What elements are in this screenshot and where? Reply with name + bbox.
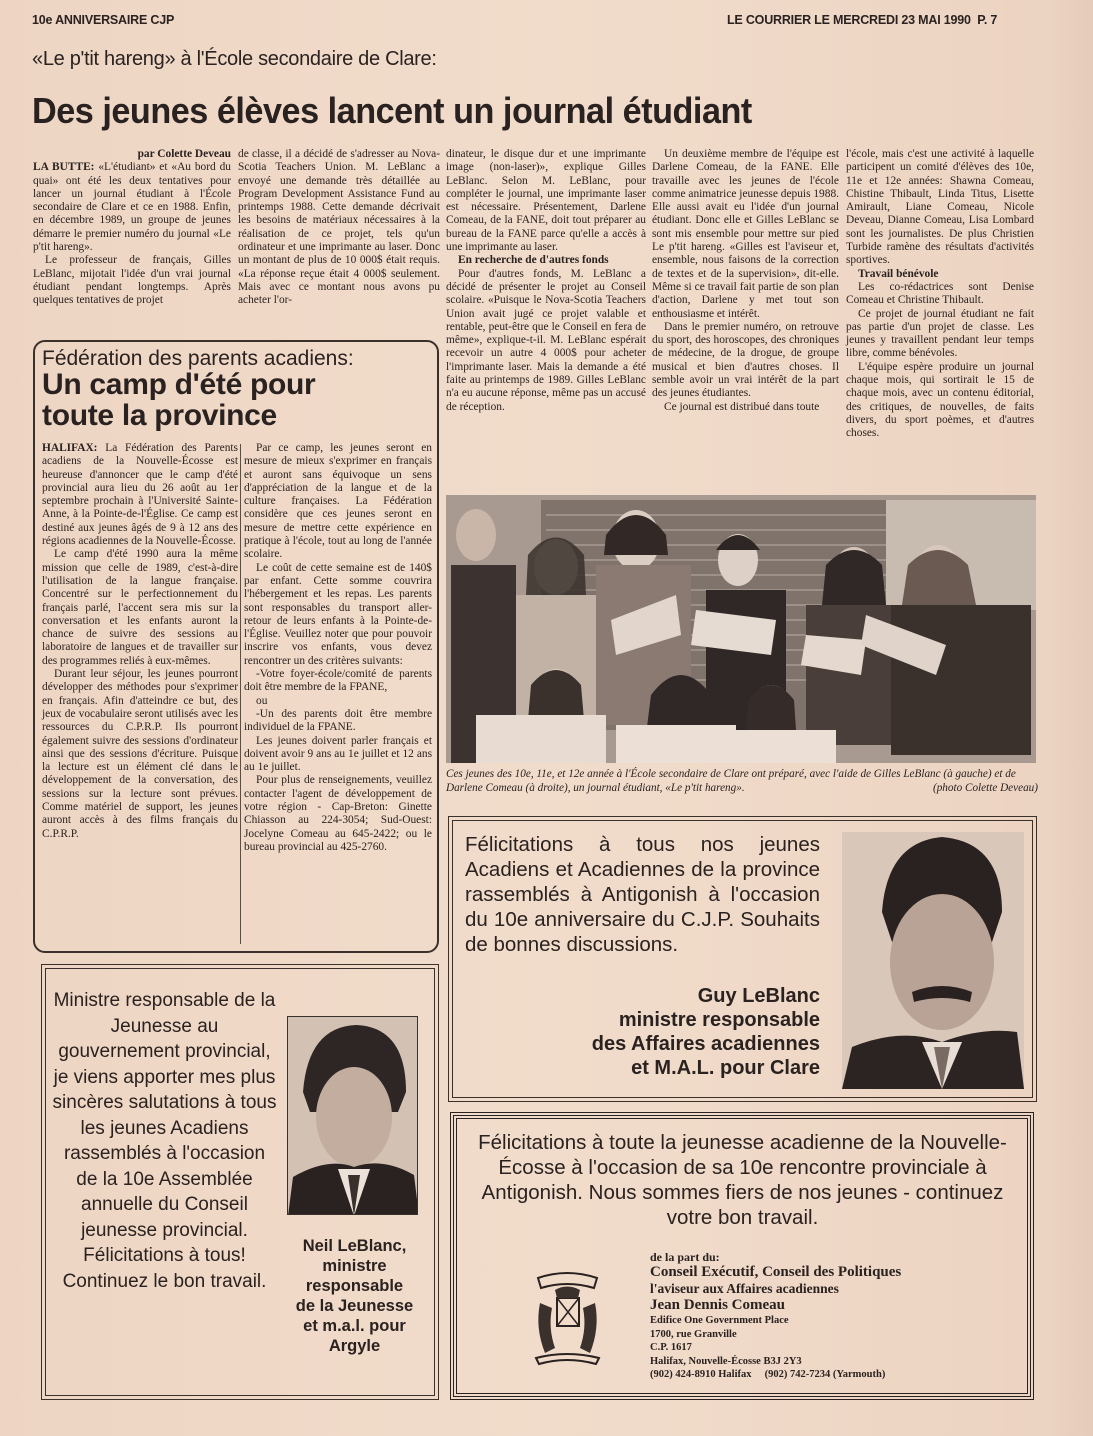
council-ad-sender bbox=[650, 1250, 901, 1382]
group-photo-image bbox=[446, 495, 1036, 763]
page-edge-shadow bbox=[1048, 0, 1093, 1436]
main-article-col-3 bbox=[446, 148, 646, 414]
dateline: LA BUTTE: bbox=[33, 161, 95, 174]
paragraph: «L'étudiant» et «Au bord du quai» ont été les deux tentatives pour lancer un journal étudiant à l'École secondaire de Clare et ce en 1988. Enfin, en décembre 1989, un groupe de jeunes démarre le premier numéro du journal «Le p'tit hareng». bbox=[33, 161, 231, 254]
guy-ad-signature bbox=[470, 984, 820, 1080]
paragraph: Ce journal est distribué dans toute bbox=[664, 400, 820, 413]
article-kicker: «Le p'tit hareng» à l'École secondaire de Clare: bbox=[32, 48, 437, 70]
publication-dateline bbox=[727, 13, 997, 27]
subhead: En recherche de d'autres fonds bbox=[458, 254, 609, 267]
paragraph: Le professeur de français, Gilles LeBlanc, mijotait l'idée d'un vrai journal étudiant pendant longtemps. Après quelques tentatives de projet bbox=[33, 254, 231, 307]
portrait-image bbox=[842, 832, 1024, 1089]
guy-leblanc-portrait bbox=[842, 832, 1024, 1089]
address-line: 1700, rue Granville bbox=[650, 1328, 737, 1340]
neil-ad-signature bbox=[282, 1236, 427, 1356]
neil-ad-message: Ministre responsable de la Jeunesse au gouvernement provincial, je viens apporter mes plus sincères salutations à tous les jeunes Acadiens rassemblés à l'occasion de la 10e Assemblée annuelle du Conseil jeunesse provincial. Félicitations à tous! Continuez le bon travail. bbox=[52, 990, 277, 1292]
paragraph: Les jeunes doivent parler français et doivent avoir 9 ans au 1e juillet et 12 ans au 1e juillet. bbox=[244, 734, 432, 774]
camp-article-col-1 bbox=[42, 442, 238, 841]
paragraph: Par ce camp, les jeunes seront en mesure de mieux s'exprimer en français et auront sans équivoque un sens d'appréciation de la langue et de la culture françaises. La Fédération considère que ces jeunes seront en mesure de mettre cette expérience en pratique à l'école, tout au long de l'année scolaire. bbox=[244, 442, 432, 561]
camp-headline-line: toute la province bbox=[42, 399, 277, 432]
publication-name: LE COURRIER LE MERCREDI 23 MAI 1990 bbox=[727, 13, 971, 27]
group-photo bbox=[446, 495, 1036, 763]
camp-headline-line: Un camp d'été pour bbox=[42, 368, 316, 401]
section-label: 10e ANNIVERSAIRE CJP bbox=[32, 13, 175, 27]
neil-leblanc-portrait bbox=[287, 1016, 418, 1215]
portrait-image bbox=[288, 1017, 418, 1215]
signature-line: et m.a.l. pour bbox=[303, 1317, 406, 1335]
address-line: C.P. 1617 bbox=[650, 1342, 692, 1353]
dateline: HALIFAX: bbox=[42, 442, 98, 454]
crest-image bbox=[530, 1268, 605, 1368]
phone-numbers: (902) 424-8910 Halifax (902) 742-7234 (Yarmouth) bbox=[650, 1369, 886, 1380]
main-article-col-2 bbox=[238, 148, 440, 308]
main-article-col-1 bbox=[33, 148, 231, 308]
paragraph: de classe, il a décidé de s'adresser au Nova-Scotia Teachers Union. M. LeBlanc a envoyé une demande très détaillée au Program Development Assistance Fund au printemps 1988. Cette demande décrivait les besoins de matériaux nécessaires à la réalisation de ce projet, tels qu'un ordinateur et une imprimante au laser. Donc un montant de plus de 10 000$ était requis. «La réponse reçue était 4 000$ seulement. Mais avec ce montant nous avons pu acheter l'or- bbox=[238, 148, 440, 307]
from-label: de la part du: bbox=[650, 1250, 720, 1264]
address-line: Edifice One Government Place bbox=[650, 1315, 789, 1326]
signature-line: ministre responsable bbox=[618, 1009, 820, 1031]
main-article-col-5 bbox=[846, 148, 1034, 441]
caption-text: Ces jeunes des 10e, 11e, et 12e année à l'École secondaire de Clare ont préparé, avec l'aide de Gilles LeBlanc (à gauche) et de Darlene Comeau (à droite), un journal étudiant, «Le p'tit hareng». bbox=[446, 768, 1016, 794]
paragraph: Pour plus de renseignements, veuillez contacter l'agent de développement de votre région - Cap-Breton: Ginette Chiasson au 224-3054; Sud-Ouest: Jocelyne Comeau au 645-2422; ou le bureau provincial au 425-2760. bbox=[244, 774, 432, 853]
paragraph: La Fédération des Parents acadiens de la Nouvelle-Écosse est heureuse d'annoncer que le camp d'été provincial aura lieu du 26 août au 1er septembre prochain à l'Université Sainte-Anne, à la Pointe-de-l'Église. Ce camp est destiné aux jeunes âgés de 9 à 12 ans des régions acadiennes de la Nouvelle-Écosse. bbox=[42, 442, 238, 548]
paragraph: dinateur, le disque dur et une imprimante image (non-laser)», explique Gilles LeBlanc. Selon M. LeBlanc, pour compléter le journal, une imprimante laser est nécessaire. Présentement, Darlene Comeau, de la FANE, doit tout préparer au bureau de la FANE parce qu'elle a accès à une imprimante au laser. bbox=[446, 148, 646, 254]
signature-line: et M.A.L. pour Clare bbox=[631, 1057, 820, 1079]
council-ad-message: Félicitations à toute la jeunesse acadienne de la Nouvelle-Écosse à l'occasion de sa 10e rencontre provinciale à Antigonish. Nous sommes fiers de nos jeunes - continuez votre bon travail. bbox=[478, 1131, 1007, 1229]
photo-credit: (photo Colette Deveau) bbox=[932, 782, 1038, 794]
main-article-col-4 bbox=[652, 148, 839, 414]
column-rule bbox=[240, 444, 241, 944]
paragraph: Dans le premier numéro, on retrouve du sport, des horoscopes, des chroniques de médecine, de la drogue, de groupe musical et bien d'autres choses. Il semble avoir un vrai intérêt de la part des jeunes étudiantes. bbox=[652, 320, 839, 400]
photo-caption bbox=[446, 767, 1038, 795]
camp-kicker: Fédération des parents acadiens: bbox=[42, 347, 354, 370]
paragraph: Le coût de cette semaine est de 140$ par enfant. Cette somme couvrira l'hébergement et les repas. Les parents sont responsables du transport aller-retour de leurs enfants à la Pointe-de-l'Église. Veuillez noter que pour pouvoir inscrire vos enfants, vous devez rencontrer un des critères suivants: bbox=[244, 561, 432, 667]
subhead: Travail bénévole bbox=[858, 267, 939, 280]
sender-organization: Conseil Exécutif, Conseil des Politiques bbox=[650, 1264, 902, 1280]
paragraph: ou bbox=[256, 694, 268, 707]
guy-ad-message: Félicitations à tous nos jeunes Acadiens et Acadiennes de la province rassemblés à Antigonish à l'occasion du 10e anniversaire du C.J.P. Souhaits de bonnes discussions. bbox=[465, 833, 820, 956]
paragraph: Durant leur séjour, les jeunes pourront développer des méthodes pour s'exprimer en français. Afin d'atteindre ce but, des jeux de vocabulaire seront utilisés avec les ressources du C.P.R.P. Ils pourront également suivre des sessions d'ordinateur ainsi que des sessions d'écriture. Puisque la lecture est un élément clé dans le développement de la conversation, des sessions sur la lecture sont prévues. Comme matériel de support, les jeunes auront accès à des films français du C.P.R.P. bbox=[42, 668, 238, 840]
paragraph: Un deuxième membre de l'équipe est Darlene Comeau, de la FANE. Elle travaille avec les jeunes de l'école comme animatrice jeunesse depuis 1988. Elle aussi avait eu l'idée d'un journal étudiant. Donc elle et Gilles LeBlanc se sont mis ensemble pour mettre sur pied Le p'tit hareng. «Gilles est l'aviseur et, ensemble, nous faisons de la correction de textes et de la supervision», dit-elle. Même si ce travail fait partie de son plan d'action, Darlene y met tout son enthousiasme et intérêt. bbox=[652, 148, 839, 320]
signature-line: Argyle bbox=[328, 1337, 381, 1355]
signature-line: Neil LeBlanc, bbox=[302, 1237, 407, 1255]
byline: par Colette Deveau bbox=[137, 148, 231, 160]
camp-article-col-2 bbox=[244, 442, 432, 854]
paragraph: l'école, mais c'est une activité à laquelle participent un comité d'élèves des 10e, 11e et 12e années: Shawna Comeau, Chistine Thibault, Linda Titus, Lisette Amirault, Liane Comeau, Nicole Deveau, Dianne Comeau, Lisa Lombard sont les journalistes. De plus Christien Turbide ramène des résultats d'activités sportives. bbox=[846, 148, 1034, 267]
paragraph: Le camp d'été 1990 aura la même mission que celle de 1989, c'est-à-dire l'utilisation de la langue française. Concentré sur le perfectionnement du français parlé, l'accent sera mis sur la conversation et les enfants auront la chance de suivre des sessions au laboratoire de langues et de travailler sur des programmes reliés à eux-mêmes. bbox=[42, 548, 238, 667]
signature-line: responsable bbox=[305, 1277, 404, 1295]
nova-scotia-crest-icon bbox=[530, 1268, 605, 1368]
paragraph: -Votre foyer-école/comité de parents doit être membre de la FPANE, bbox=[244, 668, 432, 694]
paragraph: L'équipe espère produire un journal chaque mois, qui sortirait le 15 de chaque mois, avec un contenu éditorial, des critiques, de nouvelles, de faits divers, du sport poèmes, et d'autres choses. bbox=[846, 360, 1034, 440]
paragraph: Pour d'autres fonds, M. LeBlanc a décidé de présenter le projet au Conseil scolaire. «Puisque le Nova-Scotia Teachers Union avait jugé ce projet valable et rentable, peut-être que le Conseil en fera de même», explique-t-il. M. LeBlanc espérait recevoir un autre 4 000$ pour acheter l'imprimante laser. Mais la demande a été faite au printemps de 1989. Gilles LeBlanc n'a eu aucune réponse, même pas un accusé de réception. bbox=[446, 267, 646, 413]
signature-line: ministre bbox=[322, 1257, 387, 1275]
article-headline: Des jeunes élèves lancent un journal étudiant bbox=[32, 90, 752, 131]
signature-line: des Affaires acadiennes bbox=[591, 1033, 820, 1055]
paragraph: Les co-rédactrices sont Denise Comeau et Christine Thibault. bbox=[846, 280, 1034, 307]
page-number: P. 7 bbox=[977, 13, 998, 27]
paragraph: Ce projet de journal étudiant ne fait pas partie d'un projet de classe. Les jeunes y travaillent pendant leur temps libre, comme bénévoles. bbox=[846, 307, 1034, 360]
sender-name: Jean Dennis Comeau bbox=[650, 1297, 786, 1313]
address-line: Halifax, Nouvelle-Écosse B3J 2Y3 bbox=[650, 1355, 802, 1367]
signature-line: de la Jeunesse bbox=[295, 1297, 414, 1315]
paragraph: -Un des parents doit être membre individuel de la FPANE. bbox=[244, 707, 432, 734]
camp-headline bbox=[42, 369, 315, 431]
sender-role: l'aviseur aux Affaires acadiennes bbox=[650, 1281, 839, 1296]
signature-line: Guy LeBlanc bbox=[697, 985, 820, 1007]
